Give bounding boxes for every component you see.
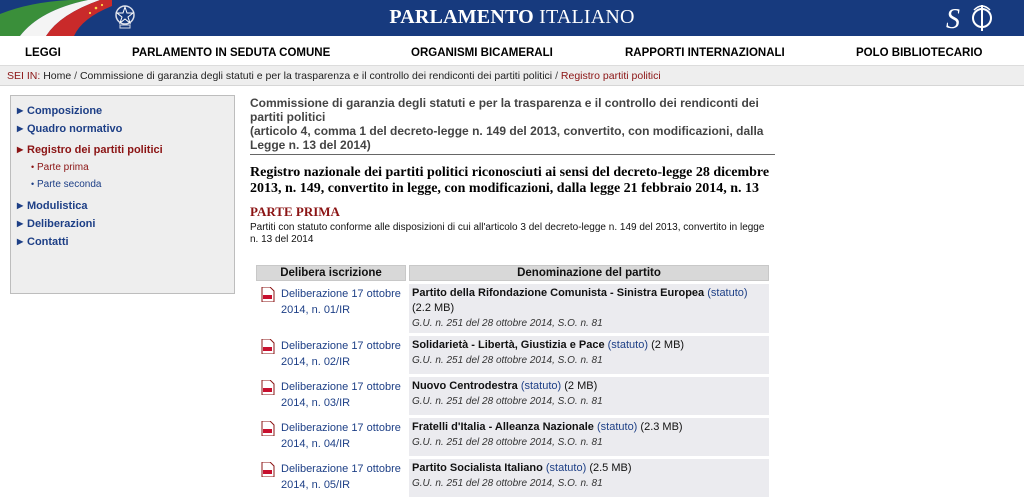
registro-title: Registro nazionale dei partiti politici riconosciuti ai sensi del decreto-legge 28 dicembre 2013, n. 149, convertito in legge, con modificazioni, dalla legge 21 febbraio 2014, n. 13 xyxy=(250,165,770,196)
nav-polo-bibliotecario[interactable]: POLO BIBLIOTECARIO xyxy=(856,47,983,59)
file-size: (2.3 MB) xyxy=(640,421,683,433)
sidebar-item-contatti[interactable]: ▶ Contatti xyxy=(17,236,69,248)
pdf-icon[interactable] xyxy=(261,380,275,395)
svg-text:S: S xyxy=(946,4,960,34)
party-name: Solidarietà - Libertà, Giustizia e Pace xyxy=(412,339,605,351)
breadcrumb-separator: / xyxy=(555,70,558,82)
statuto-link[interactable]: (statuto) xyxy=(597,421,638,433)
party-name: Fratelli d'Italia - Alleanza Nazionale xyxy=(412,421,594,433)
arrow-right-icon: ▶ xyxy=(17,237,24,246)
delibera-cell xyxy=(256,336,406,374)
commission-title: Commissione di garanzia degli statuti e per la trasparenza e il controllo dei rendiconti dei partiti politici xyxy=(250,96,759,124)
arrow-right-icon: ▶ xyxy=(17,219,24,228)
gazzetta-reference: G.U. n. 251 del 28 ottobre 2014, S.O. n. 81 xyxy=(412,396,603,407)
column-header-delibera: Delibera iscrizione xyxy=(256,265,406,281)
delibera-cell xyxy=(256,418,406,456)
pdf-icon[interactable] xyxy=(261,462,275,477)
bullet-icon: • xyxy=(31,179,35,189)
delibera-link[interactable]: Deliberazione 17 ottobre 2014, n. 02/IR xyxy=(281,340,401,368)
sidebar-item-quadro-normativo[interactable]: ▶ Quadro normativo xyxy=(17,123,123,135)
gazzetta-reference: G.U. n. 251 del 28 ottobre 2014, S.O. n. 81 xyxy=(412,318,603,329)
partito-cell xyxy=(409,284,769,333)
file-size: (2.2 MB) xyxy=(412,302,455,314)
table-row xyxy=(256,377,769,415)
pdf-icon[interactable] xyxy=(261,287,275,302)
nav-rapporti-internazionali[interactable]: RAPPORTI INTERNAZIONALI xyxy=(625,47,785,59)
delibera-link[interactable]: Deliberazione 17 ottobre 2014, n. 01/IR xyxy=(281,288,401,316)
gazzetta-reference: G.U. n. 251 del 28 ottobre 2014, S.O. n. 81 xyxy=(412,437,603,448)
parte-prima-description: Partiti con statuto conforme alle disposizioni di cui all'articolo 3 del decreto-legge n. 149 del 2013, convertito in legge n. 13 del 2014 xyxy=(250,222,765,245)
parties-table xyxy=(253,262,772,497)
breadcrumb-current: Registro partiti politici xyxy=(560,70,661,82)
commission-subtitle: (articolo 4, comma 1 del decreto-legge n. 149 del 2013, convertito, con modificazioni, dalla Legge n. 13 del 2014) xyxy=(250,124,764,152)
nav-leggi[interactable]: LEGGI xyxy=(25,47,61,59)
arrow-right-icon: ▶ xyxy=(17,201,24,210)
sidebar-item-composizione[interactable]: ▶ Composizione xyxy=(17,105,103,117)
senato-camera-logo-icon xyxy=(944,2,1004,34)
nav-organismi-bicamerali[interactable]: ORGANISMI BICAMERALI xyxy=(411,47,553,59)
partito-cell xyxy=(409,336,769,374)
file-size: (2 MB) xyxy=(651,339,685,351)
sidebar-item-deliberazioni[interactable]: ▶ Deliberazioni xyxy=(17,218,96,230)
partito-cell xyxy=(409,459,769,497)
sidebar xyxy=(10,95,235,294)
commission-heading xyxy=(250,96,775,152)
site-title[interactable]: PARLAMENTO ITALIANO xyxy=(389,6,635,28)
table-header-row xyxy=(256,265,769,281)
pdf-icon[interactable] xyxy=(261,339,275,354)
table-row xyxy=(256,418,769,456)
party-name: Nuovo Centrodestra xyxy=(412,380,518,392)
delibera-link[interactable]: Deliberazione 17 ottobre 2014, n. 04/IR xyxy=(281,422,401,450)
delibera-link[interactable]: Deliberazione 17 ottobre 2014, n. 03/IR xyxy=(281,381,401,409)
partito-cell xyxy=(409,418,769,456)
breadcrumb-home[interactable]: Home xyxy=(43,70,72,82)
table-row xyxy=(256,459,769,497)
arrow-right-icon: ▶ xyxy=(17,145,24,154)
delibera-cell xyxy=(256,377,406,415)
parte-prima-heading: PARTE PRIMA xyxy=(250,204,340,219)
arrow-right-icon: ▶ xyxy=(17,124,24,133)
breadcrumb-commission[interactable]: Commissione di garanzia degli statuti e per la trasparenza e il controllo dei rendiconti dei partiti politici xyxy=(79,70,553,82)
nav-parlamento-seduta-comune[interactable]: PARLAMENTO IN SEDUTA COMUNE xyxy=(132,47,331,59)
file-size: (2.5 MB) xyxy=(589,462,632,474)
table-row xyxy=(256,336,769,374)
statuto-link[interactable]: (statuto) xyxy=(607,339,648,351)
delibera-cell xyxy=(256,284,406,333)
file-size: (2 MB) xyxy=(564,380,598,392)
delibera-cell xyxy=(256,459,406,497)
party-name: Partito Socialista Italiano xyxy=(412,462,543,474)
breadcrumb-separator: / xyxy=(74,70,78,82)
gazzetta-reference: G.U. n. 251 del 28 ottobre 2014, S.O. n. 81 xyxy=(412,355,603,366)
table-row xyxy=(256,284,769,333)
pdf-icon[interactable] xyxy=(261,421,275,436)
breadcrumb-label: SEI IN: xyxy=(7,70,41,82)
breadcrumb xyxy=(0,66,1024,86)
sidebar-item-registro-partiti[interactable]: ▶ Registro dei partiti politici xyxy=(17,144,163,156)
arrow-right-icon: ▶ xyxy=(17,106,24,115)
statuto-link[interactable]: (statuto) xyxy=(545,462,587,474)
site-header xyxy=(0,0,1024,36)
sidebar-item-modulistica[interactable]: ▶ Modulistica xyxy=(17,200,88,212)
column-header-partito: Denominazione del partito xyxy=(409,265,769,281)
delibera-link[interactable]: Deliberazione 17 ottobre 2014, n. 05/IR xyxy=(281,463,401,491)
gazzetta-reference: G.U. n. 251 del 28 ottobre 2014, S.O. n. 81 xyxy=(412,478,603,489)
main-navigation xyxy=(0,36,1024,66)
partito-cell xyxy=(409,377,769,415)
sidebar-subitem-parte-seconda[interactable]: • Parte seconda xyxy=(31,179,102,190)
divider xyxy=(250,154,775,155)
statuto-link[interactable]: (statuto) xyxy=(707,287,748,299)
statuto-link[interactable]: (statuto) xyxy=(520,380,562,392)
sidebar-subitem-parte-prima[interactable]: • Parte prima xyxy=(31,162,89,173)
party-name: Partito della Rifondazione Comunista - Sinistra Europea xyxy=(412,287,705,299)
bullet-icon: • xyxy=(31,162,35,172)
